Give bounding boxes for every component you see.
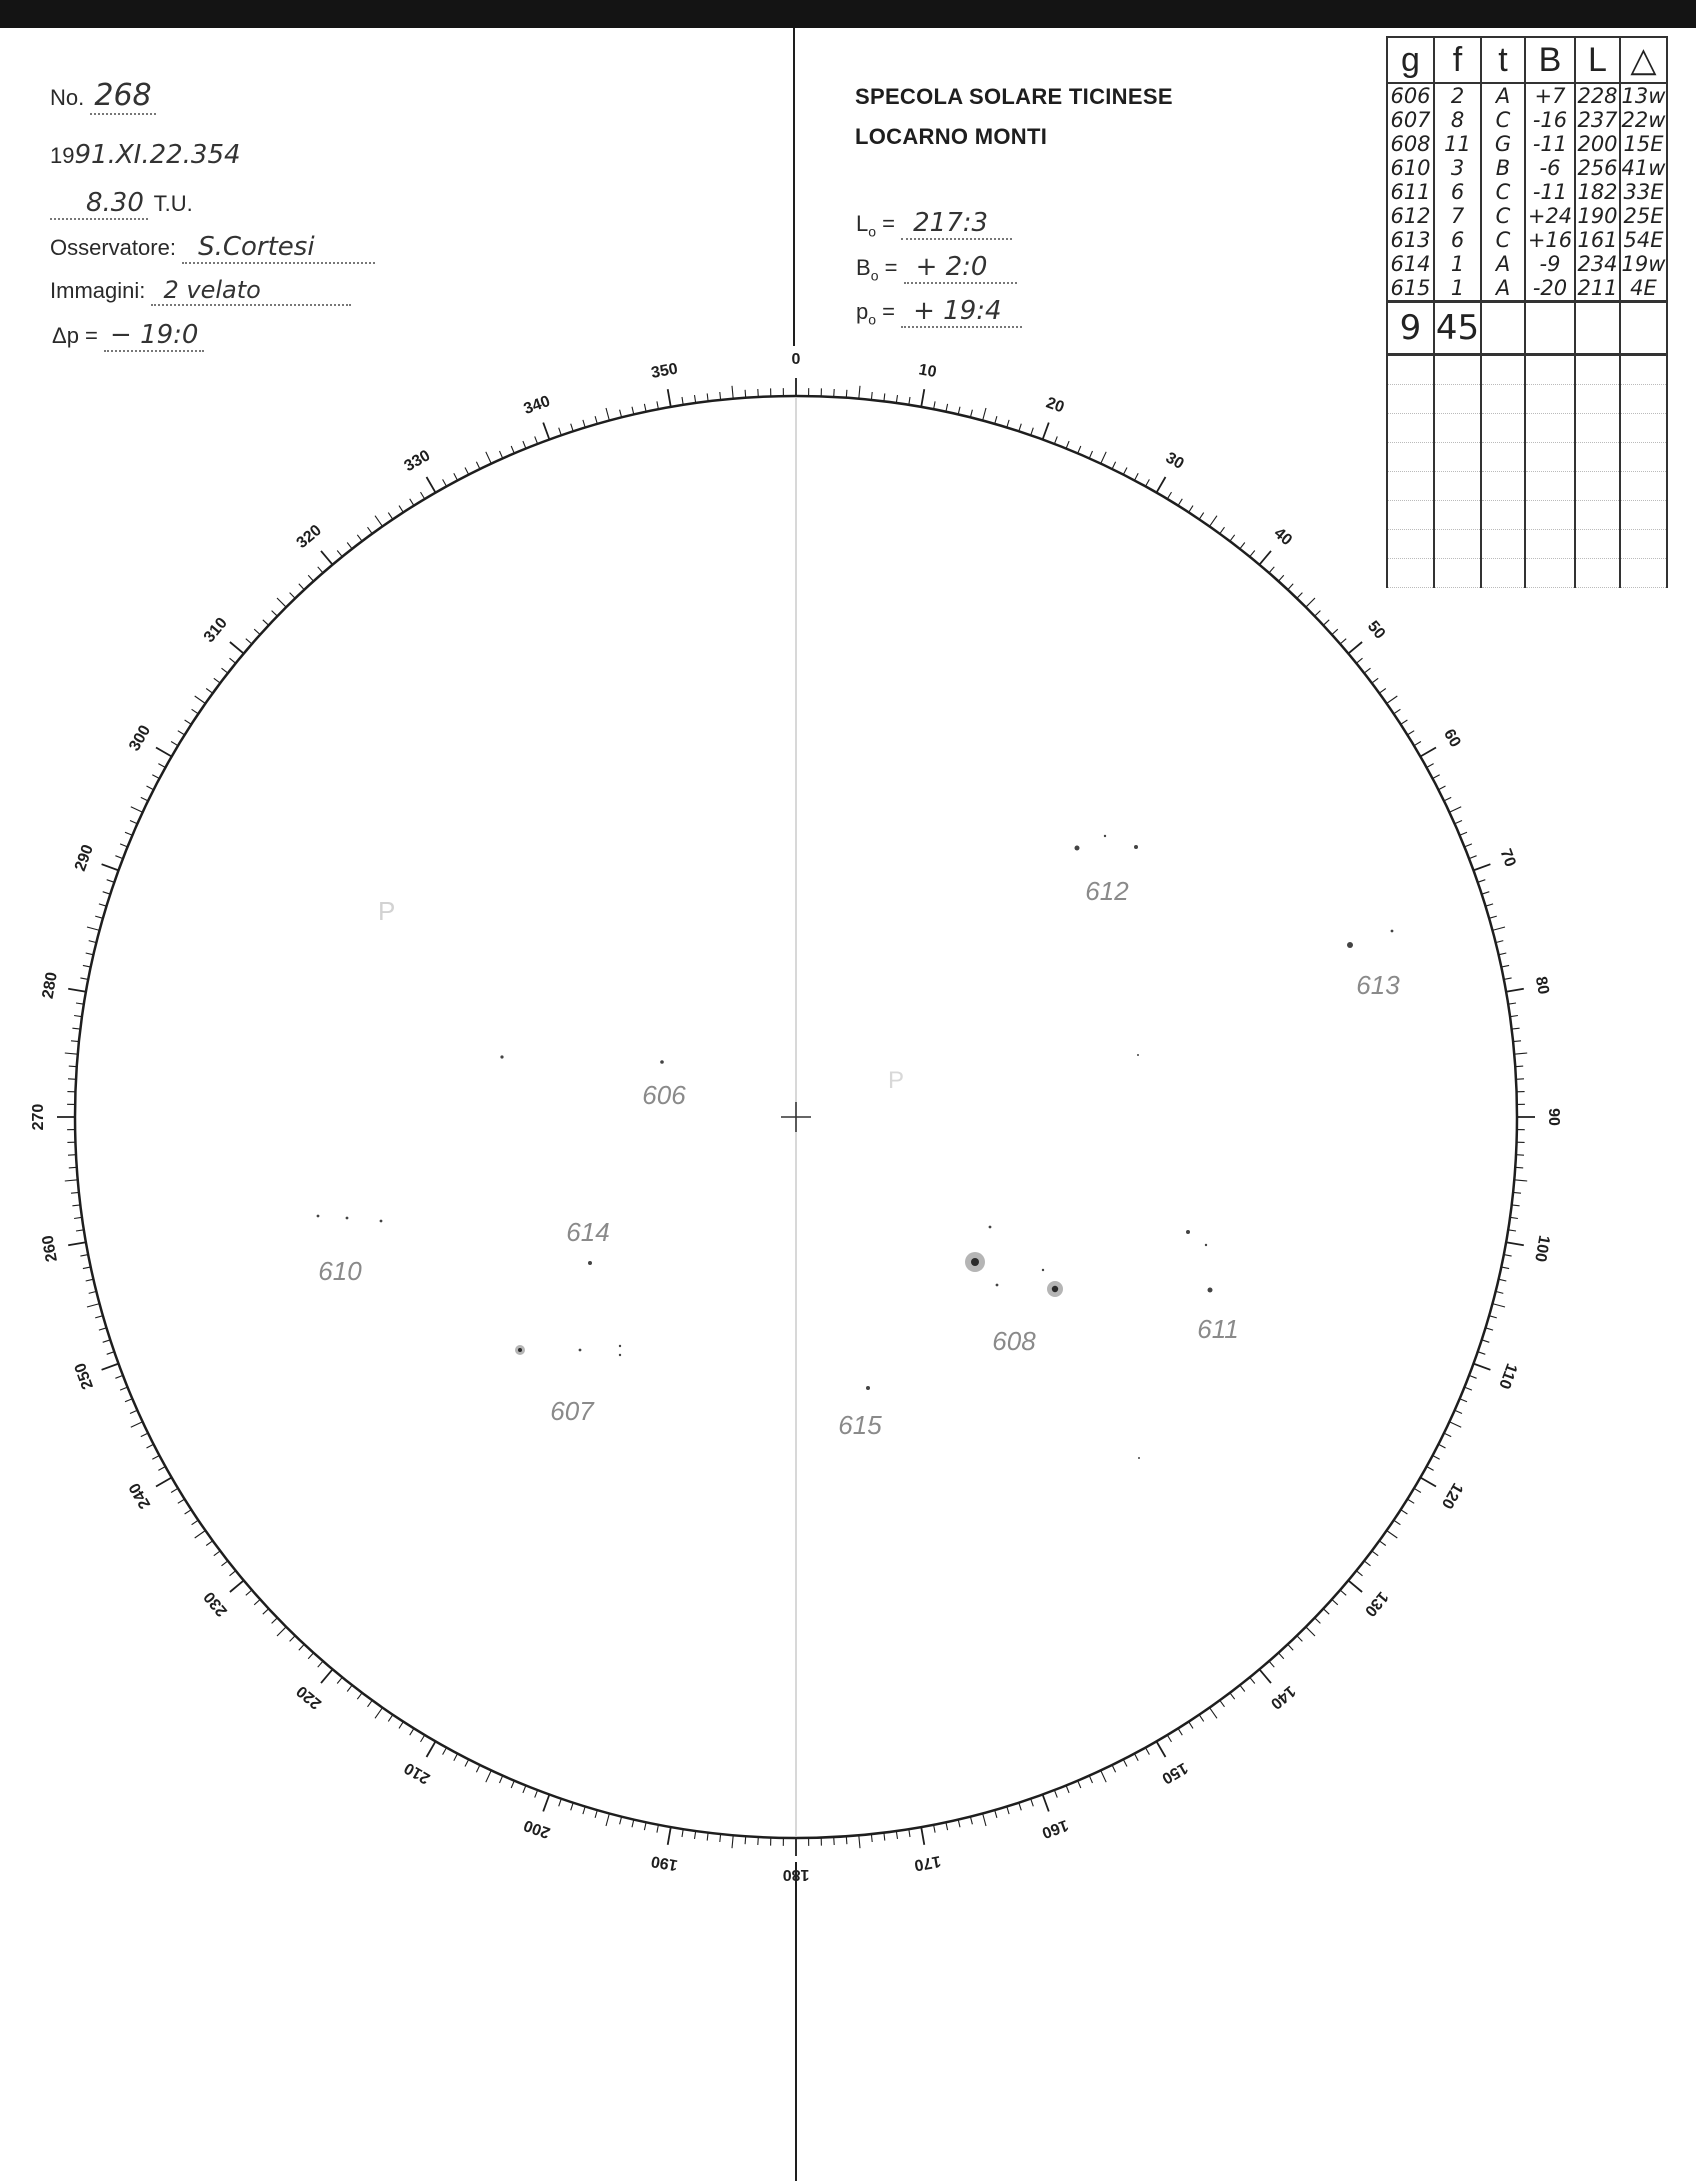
sheet-number-label: No. xyxy=(50,85,85,110)
scale-label-270: 270 xyxy=(30,1103,48,1131)
table-cell-delta: 15E xyxy=(1620,132,1667,156)
ephemeris-p0: $p_o$ = + 19:4 xyxy=(856,296,1022,328)
table-cell-B: -9 xyxy=(1525,252,1575,276)
scale-label-350: 350 xyxy=(649,360,680,382)
table-cell-L: 211 xyxy=(1575,276,1620,302)
table-cell-g: 614 xyxy=(1387,252,1434,276)
observer-value: S.Cortesi xyxy=(182,232,374,264)
scale-label-110: 110 xyxy=(1495,1360,1520,1392)
scale-tick xyxy=(1387,1531,1398,1539)
scale-tick xyxy=(732,1835,733,1848)
table-cell-g: 606 xyxy=(1387,83,1434,108)
table-cell-g: 607 xyxy=(1387,108,1434,132)
table-cell-f: 1 xyxy=(1434,276,1481,302)
sunspot xyxy=(996,1284,999,1287)
scale-label-90: 90 xyxy=(1544,1108,1562,1126)
scale-tick xyxy=(1514,1053,1527,1054)
scale-tick xyxy=(1306,1627,1315,1636)
table-cell-B: -11 xyxy=(1525,180,1575,204)
scale-label-310: 310 xyxy=(200,614,231,646)
col-header-B: B xyxy=(1525,37,1575,83)
sunspot xyxy=(1205,1244,1207,1246)
table-cell-delta: 13w xyxy=(1621,84,1666,108)
scale-tick xyxy=(1506,1242,1524,1245)
group-labels xyxy=(318,876,1400,1440)
time-unit: T.U. xyxy=(153,191,193,216)
table-cell-t: B xyxy=(1481,156,1525,180)
scale-tick xyxy=(1101,452,1107,464)
table-cell-f: 3 xyxy=(1434,156,1481,180)
scale-tick xyxy=(131,1422,143,1428)
table-cell-B: -20 xyxy=(1525,276,1575,302)
table-cell-L: 182 xyxy=(1575,180,1620,204)
table-cell-B: -6 xyxy=(1525,156,1575,180)
table-cell-L: 256 xyxy=(1575,156,1620,180)
scale-tick xyxy=(230,1580,244,1592)
scale-label-130: 130 xyxy=(1361,1588,1392,1620)
sunspot xyxy=(1137,1054,1139,1056)
group-label-608: 608 xyxy=(992,1326,1036,1356)
table-cell-L: 200 xyxy=(1575,132,1620,156)
p0-label: p xyxy=(856,299,869,324)
ephemeris-B0: $B_o$ = + 2:0 xyxy=(856,252,1017,284)
group-label-615: 615 xyxy=(838,1410,882,1440)
col-header-g: g xyxy=(1387,37,1434,83)
scale-label-10: 10 xyxy=(917,361,938,382)
scale-tick xyxy=(375,516,383,527)
col-header-delta: △ xyxy=(1620,37,1667,83)
images-value: 2 velato xyxy=(151,276,350,306)
total-groups: 9 xyxy=(1387,302,1434,355)
table-cell-g: 611 xyxy=(1387,180,1434,204)
date-value: 91.XI.22.354 xyxy=(74,140,241,170)
faint-mark-p-left: P xyxy=(378,896,396,926)
scale-label-0: 0 xyxy=(791,351,801,369)
table-cell-f: 6 xyxy=(1434,228,1481,252)
scale-tick xyxy=(195,1531,206,1539)
scale-tick xyxy=(321,551,333,565)
scale-label-280: 280 xyxy=(39,970,61,1001)
scale-tick xyxy=(486,452,492,464)
scale-tick xyxy=(921,1827,924,1845)
scale-tick xyxy=(859,1835,860,1848)
scale-label-50: 50 xyxy=(1363,617,1389,643)
scale-tick xyxy=(1157,477,1166,493)
scale-tick xyxy=(921,389,924,407)
sunspot xyxy=(500,1055,503,1058)
scale-label-300: 300 xyxy=(126,722,155,755)
scale-tick xyxy=(1348,1580,1362,1592)
table-cell-delta: 25E xyxy=(1620,204,1667,228)
sheet-number-value: 268 xyxy=(90,78,155,115)
table-cell-L: 161 xyxy=(1575,228,1620,252)
scale-tick xyxy=(606,408,609,421)
scale-label-320: 320 xyxy=(293,521,325,552)
scale-tick xyxy=(277,1627,286,1636)
table-cell-L: 228 xyxy=(1575,83,1620,108)
sunspot xyxy=(588,1261,592,1265)
scale-tick xyxy=(1101,1770,1107,1782)
scale-tick xyxy=(1492,927,1505,930)
table-cell-f: 2 xyxy=(1434,83,1481,108)
L0-label: L xyxy=(856,211,869,236)
table-cell-t: A xyxy=(1481,83,1525,108)
scale-label-340: 340 xyxy=(521,392,553,419)
scale-tick xyxy=(156,748,172,757)
col-header-L: L xyxy=(1575,37,1620,83)
sunspot xyxy=(619,1354,621,1356)
table-cell-f: 8 xyxy=(1434,108,1481,132)
images-label: Immagini: xyxy=(50,278,146,303)
group-label-606: 606 xyxy=(642,1080,686,1110)
scale-tick xyxy=(156,1478,172,1487)
L0-value: 217:3 xyxy=(901,208,1012,240)
scale-label-140: 140 xyxy=(1267,1682,1299,1713)
delta-p-label: Δp = xyxy=(52,323,98,348)
table-cell-t: C xyxy=(1481,108,1525,132)
scale-tick xyxy=(1514,1180,1527,1181)
scale-tick xyxy=(277,598,286,607)
time-value: 8.30 xyxy=(50,188,148,220)
scale-label-190: 190 xyxy=(649,1852,680,1874)
table-cell-t: C xyxy=(1481,180,1525,204)
scale-tick xyxy=(1492,1304,1505,1307)
scale-tick xyxy=(1449,1422,1461,1428)
scale-tick xyxy=(1449,807,1461,813)
sunspot xyxy=(579,1349,582,1352)
B0-value: + 2:0 xyxy=(904,252,1018,284)
table-cell-B: -16 xyxy=(1525,108,1575,132)
scale-tick xyxy=(983,1813,986,1826)
sunspot xyxy=(619,1345,621,1347)
scale-label-240: 240 xyxy=(126,1479,155,1512)
scale-label-220: 220 xyxy=(293,1682,325,1713)
p0-sub: o xyxy=(868,311,877,328)
group-label-611: 611 xyxy=(1197,1314,1239,1344)
scale-tick xyxy=(68,989,86,992)
p0-value: + 19:4 xyxy=(901,296,1021,328)
scale-tick xyxy=(131,807,143,813)
table-cell-delta: 33E xyxy=(1620,180,1667,204)
sunspot-umbra xyxy=(518,1348,522,1352)
scale-label-230: 230 xyxy=(200,1588,231,1620)
table-cell-g: 608 xyxy=(1387,132,1434,156)
scale-label-210: 210 xyxy=(401,1758,434,1787)
scale-tick xyxy=(1259,551,1271,565)
table-cell-g: 612 xyxy=(1387,204,1434,228)
scale-tick xyxy=(1306,598,1315,607)
sunspot xyxy=(1134,845,1138,849)
scale-label-120: 120 xyxy=(1437,1479,1466,1512)
sunspot xyxy=(1075,846,1080,851)
faint-mark-p-center: P xyxy=(888,1067,905,1094)
scale-tick xyxy=(543,423,549,440)
scale-tick xyxy=(102,1364,119,1370)
scale-tick xyxy=(427,477,436,493)
scale-tick xyxy=(732,386,733,399)
col-header-t: t xyxy=(1481,37,1525,83)
scale-tick xyxy=(1043,423,1049,440)
scale-tick xyxy=(543,1795,549,1812)
institution-location: LOCARNO MONTI xyxy=(855,124,1048,149)
table-cell-g: 610 xyxy=(1387,156,1434,180)
scale-tick xyxy=(1043,1795,1049,1812)
scale-label-290: 290 xyxy=(71,842,98,874)
table-cell-B: +16 xyxy=(1525,228,1575,252)
sunspot xyxy=(989,1226,992,1229)
delta-p-value: − 19:0 xyxy=(104,320,204,352)
sunspot-umbra xyxy=(971,1258,979,1266)
scale-tick xyxy=(606,1813,609,1826)
table-cell-g: 615 xyxy=(1387,276,1434,302)
sunspot xyxy=(317,1215,320,1218)
table-cell-delta: 22w xyxy=(1621,108,1666,132)
table-cell-B: +7 xyxy=(1525,83,1575,108)
scale-tick xyxy=(1348,642,1362,654)
table-cell-delta: 41w xyxy=(1621,156,1666,180)
sunspot xyxy=(1347,942,1353,948)
scale-tick xyxy=(87,927,100,930)
scale-label-260: 260 xyxy=(39,1233,61,1264)
scale-label-330: 330 xyxy=(401,447,434,476)
scale-tick xyxy=(102,864,119,870)
L0-sub: o xyxy=(868,223,877,240)
B0-label: B xyxy=(856,255,871,280)
sunspot xyxy=(660,1060,664,1064)
table-cell-L: 237 xyxy=(1575,108,1620,132)
scale-label-200: 200 xyxy=(521,1815,553,1842)
scale-tick xyxy=(1506,989,1524,992)
sunspot xyxy=(1042,1269,1044,1271)
table-cell-t: C xyxy=(1481,204,1525,228)
scale-tick xyxy=(195,696,206,704)
scale-label-250: 250 xyxy=(71,1360,98,1392)
scale-label-20: 20 xyxy=(1043,394,1067,417)
table-cell-B: -11 xyxy=(1525,132,1575,156)
sunspot xyxy=(1104,835,1106,837)
scale-tick xyxy=(1387,696,1398,704)
scale-tick xyxy=(1210,516,1218,527)
sunspot xyxy=(866,1386,870,1390)
table-cell-L: 234 xyxy=(1575,252,1620,276)
scale-label-150: 150 xyxy=(1158,1758,1191,1787)
table-cell-delta: 54E xyxy=(1620,228,1667,252)
scale-tick xyxy=(375,1708,383,1719)
sunspot xyxy=(346,1217,349,1220)
group-label-613: 613 xyxy=(1356,970,1400,1000)
observer-label: Osservatore: xyxy=(50,235,176,260)
scale-tick xyxy=(65,1053,78,1054)
scale-label-60: 60 xyxy=(1440,726,1464,751)
scale-tick xyxy=(1474,864,1491,870)
scale-tick xyxy=(486,1770,492,1782)
scale-label-100: 100 xyxy=(1531,1233,1553,1264)
scale-tick xyxy=(1157,1741,1166,1757)
scale-label-40: 40 xyxy=(1270,524,1296,550)
table-cell-delta: 19w xyxy=(1621,252,1666,276)
group-label-607: 607 xyxy=(550,1396,594,1426)
sunspot xyxy=(1208,1288,1213,1293)
scale-label-80: 80 xyxy=(1531,975,1552,996)
scale-tick xyxy=(668,1827,671,1845)
table-cell-f: 6 xyxy=(1434,180,1481,204)
sunspot xyxy=(1138,1457,1140,1459)
scale-tick xyxy=(427,1741,436,1757)
table-cell-f: 7 xyxy=(1434,204,1481,228)
table-cell-g: 613 xyxy=(1387,228,1434,252)
total-spots: 45 xyxy=(1434,302,1481,355)
scale-tick xyxy=(1259,1669,1271,1683)
scale-tick xyxy=(87,1304,100,1307)
table-cell-f: 11 xyxy=(1434,132,1481,156)
scale-tick xyxy=(1420,1478,1436,1487)
scale-label-180: 180 xyxy=(782,1865,810,1883)
table-cell-t: C xyxy=(1481,228,1525,252)
sunspot xyxy=(380,1220,383,1223)
scale-tick xyxy=(983,408,986,421)
B0-sub: o xyxy=(870,267,879,284)
sunspot-umbra xyxy=(1052,1286,1058,1292)
group-label-612: 612 xyxy=(1085,876,1129,906)
scale-tick xyxy=(1474,1364,1491,1370)
scale-tick xyxy=(321,1669,333,1683)
table-cell-f: 1 xyxy=(1434,252,1481,276)
scale-tick xyxy=(1420,748,1436,757)
institution-name: SPECOLA SOLARE TICINESE xyxy=(855,84,1173,109)
ephemeris-L0: $L_o$ = 217:3 xyxy=(856,208,1012,240)
scale-label-30: 30 xyxy=(1162,449,1187,473)
table-cell-B: +24 xyxy=(1525,204,1575,228)
scale-tick xyxy=(1210,1708,1218,1719)
group-label-610: 610 xyxy=(318,1256,362,1286)
sunspot xyxy=(1186,1230,1190,1234)
scale-tick xyxy=(65,1180,78,1181)
col-header-f: f xyxy=(1434,37,1481,83)
sunspots xyxy=(317,835,1394,1459)
scale-tick xyxy=(668,389,671,407)
table-cell-t: A xyxy=(1481,252,1525,276)
table-cell-L: 190 xyxy=(1575,204,1620,228)
scale-tick xyxy=(859,386,860,399)
scale-label-170: 170 xyxy=(912,1852,943,1874)
table-cell-t: G xyxy=(1481,132,1525,156)
scale-label-160: 160 xyxy=(1039,1815,1071,1842)
sunspot xyxy=(1391,930,1394,933)
date-prefix: 19 xyxy=(50,143,75,168)
table-cell-delta: 4E xyxy=(1620,276,1667,302)
scale-label-70: 70 xyxy=(1496,846,1519,870)
scale-tick xyxy=(230,642,244,654)
table-cell-t: A xyxy=(1481,276,1525,302)
scale-tick xyxy=(68,1242,86,1245)
group-label-614: 614 xyxy=(566,1217,610,1247)
